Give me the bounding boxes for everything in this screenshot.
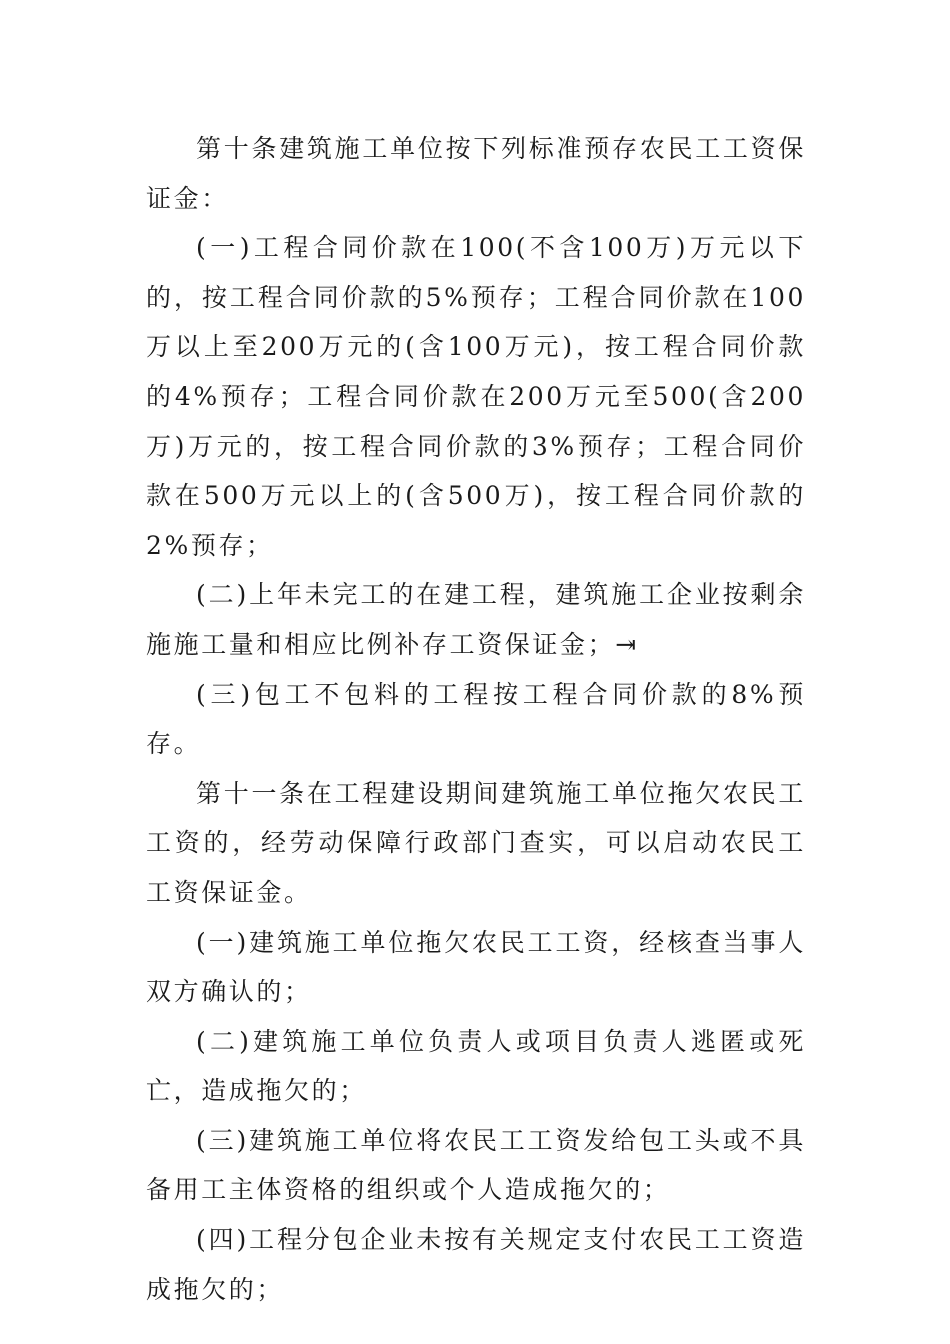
article-10-intro: 第十条建筑施工单位按下列标准预存农民工工资保证金： bbox=[146, 134, 806, 213]
article-11-item-3: (三)建筑施工单位将农民工工资发给包工头或不具备用工主体资格的组织或个人造成拖欠的； bbox=[146, 1125, 806, 1205]
article-11-item-4: (四)工程分包企业未按有关规定支付农民工工资造成拖欠的； bbox=[146, 1225, 806, 1304]
article-10-item-2: (二)上年未完工的在建工程，建筑施工企业按剩余施施工量和相应比例补存工资保证金；⇥ bbox=[146, 580, 806, 659]
article-11-item-1: (一)建筑施工单位拖欠农民工工资，经核查当事人双方确认的； bbox=[146, 927, 806, 1007]
article-11-item-2: (二)建筑施工单位负责人或项目负责人逃匿或死亡，造成拖欠的； bbox=[146, 1026, 806, 1106]
article-10-item-1: (一)工程合同价款在100(不含100万)万元以下的，按工程合同价款的5%预存；工程合同价款在100万以上至200万元的(含100万元)，按工程合同价款的4%预存；工程合同价款在200万元至500(含200万)万元的，按工程合同价款的3%预存；工程合同价款在500万元以上的(含500万)，按工程合同价款的2%预存； bbox=[146, 233, 806, 560]
article-11-intro: 第十一条在工程建设期间建筑施工单位拖欠农民工工资的，经劳动保障行政部门查实，可以启动农民工工资保证金。 bbox=[146, 778, 806, 907]
document-body bbox=[146, 124, 806, 1314]
article-10-item-3: (三)包工不包料的工程按工程合同价款的8%预存。 bbox=[146, 679, 806, 759]
